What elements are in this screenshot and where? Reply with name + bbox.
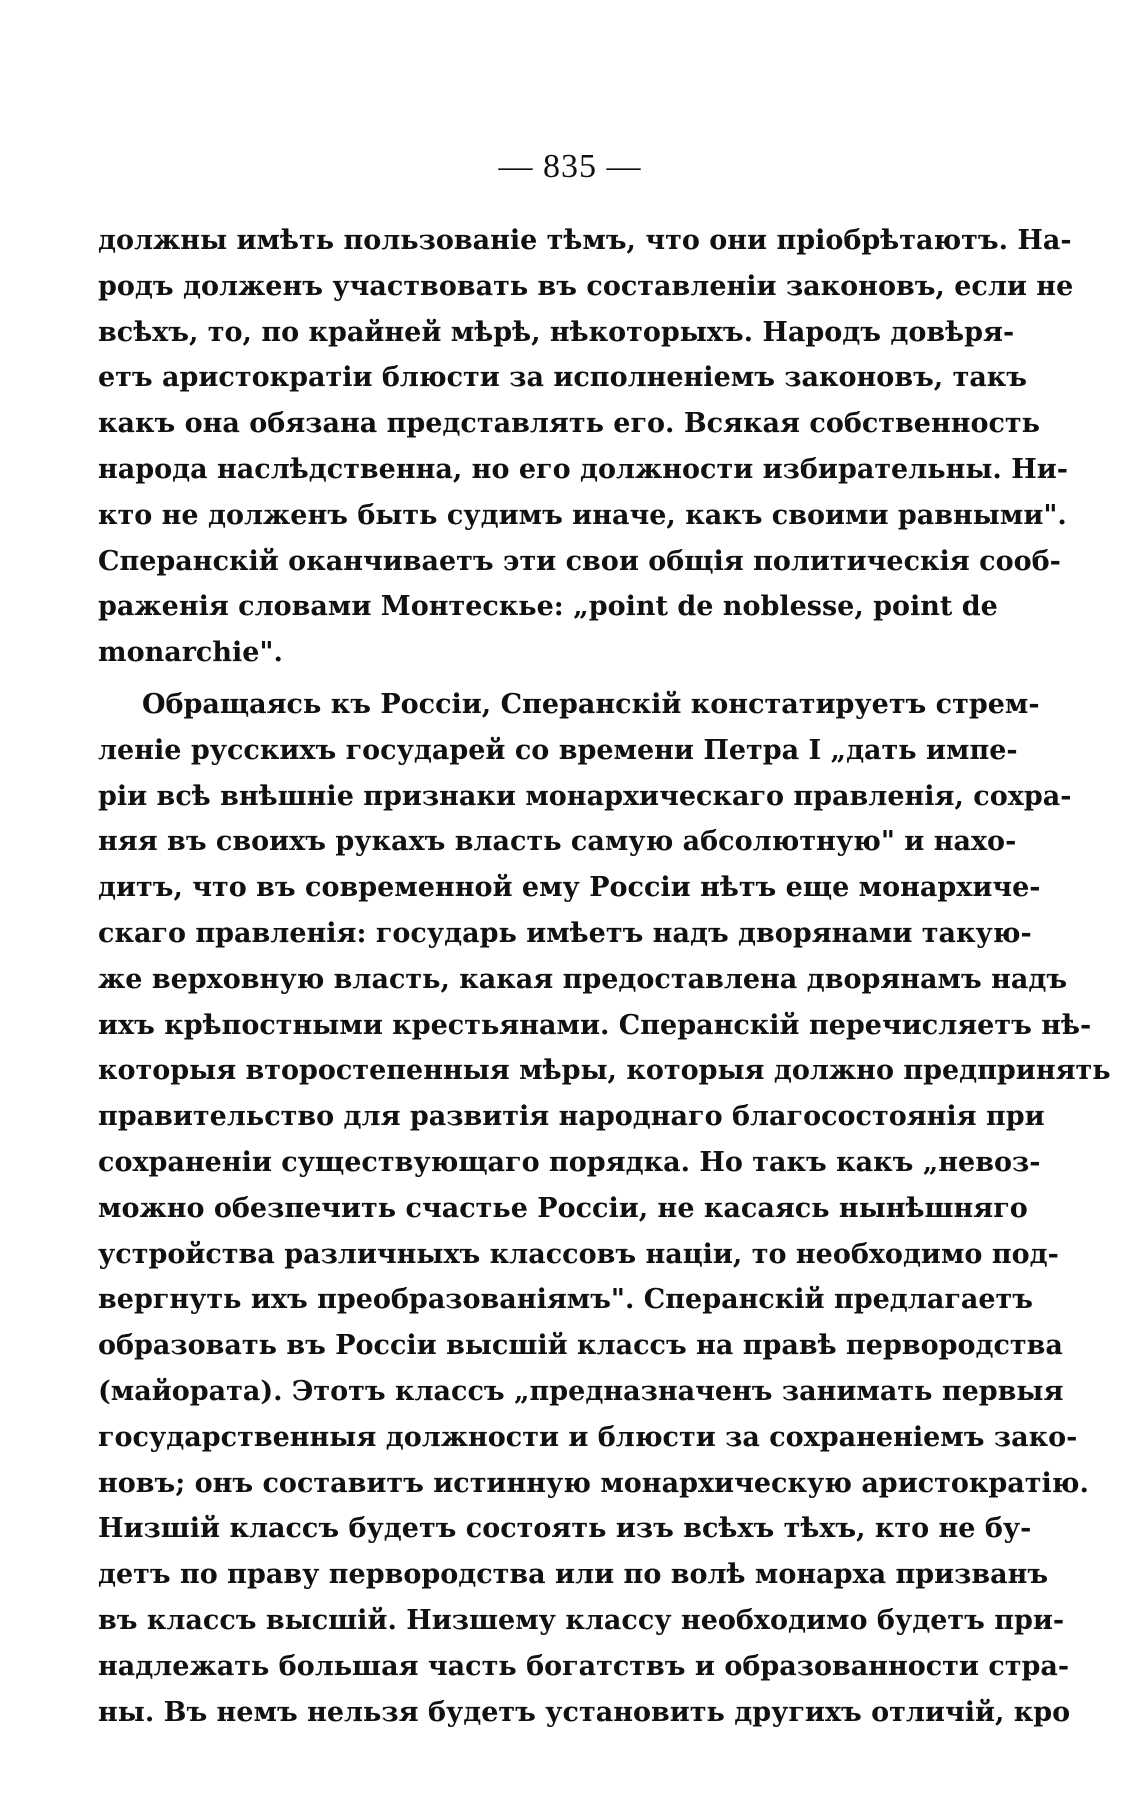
paragraph-1 (98, 218, 1074, 676)
text-line: новъ; онъ составитъ истинную монархическую аристократію. (98, 1467, 1089, 1499)
paragraph-2 (98, 682, 1111, 1735)
text-line: дитъ, что въ современной ему Россіи нѣтъ еще монархиче- (98, 872, 1041, 904)
text-line: детъ по праву первородства или по волѣ монарха призванъ (98, 1559, 1049, 1591)
body-text (98, 218, 1111, 1735)
text-line: леніе русскихъ государей со времени Петра I „дать импе- (98, 734, 1018, 766)
text-line: же верховную власть, какая предоставлена дворянамъ надъ (98, 963, 1068, 995)
text-line: правительство для развитія народнаго благосостоянія при (98, 1101, 1045, 1133)
text-line: кто не долженъ быть судимъ иначе, какъ своими равными". (98, 499, 1067, 531)
text-line: ріи всѣ внѣшніе признаки монархическаго правленія, сохра- (98, 780, 1072, 812)
text-line: образовать въ Россіи высшій классъ на правѣ первородства (98, 1330, 1063, 1362)
text-line: (майората). Этотъ классъ „предназначенъ занимать первыя (98, 1375, 1064, 1407)
text-line: всѣхъ, то, по крайней мѣрѣ, нѣкоторыхъ. Народъ довѣря- (98, 316, 1015, 348)
text-line: должны имѣть пользованіе тѣмъ, что они пріобрѣтаютъ. На- (98, 225, 1072, 256)
text-line: Обращаясь къ Россіи, Сперанскій констатируетъ стрем- (142, 688, 1040, 720)
text-line: сохраненіи существующаго порядка. Но такъ какъ „невоз- (98, 1146, 1041, 1178)
text-line: скаго правленія: государь имѣетъ надъ дворянами такую- (98, 917, 1032, 949)
text-line: Сперанскій оканчиваетъ эти свои общія политическія сооб- (98, 545, 1061, 577)
text-line: етъ аристократіи блюсти за исполненіемъ законовъ, такъ (98, 362, 1028, 394)
text-line: которыя второстепенныя мѣры, которыя должно предпринять (98, 1055, 1111, 1087)
text-line: Низшій классъ будетъ состоять изъ всѣхъ тѣхъ, кто не бу- (98, 1513, 1032, 1545)
text-line: раженія словами Монтескье: „point de noblesse, point de (98, 591, 998, 623)
text-line: ны. Въ немъ нельзя будетъ установить другихъ отличій, кро (98, 1696, 1071, 1728)
text-line: ихъ крѣпостными крестьянами. Сперанскій перечисляетъ нѣ- (98, 1009, 1092, 1041)
text-line: няя въ своихъ рукахъ власть самую абсолютную" и нахо- (98, 826, 1017, 858)
text-line: monarchie". (98, 637, 283, 669)
text-line: родъ долженъ участвовать въ составленіи законовъ, если не (98, 270, 1074, 302)
text-line: какъ она обязана представлять его. Всякая собственность (98, 408, 1040, 440)
text-line: въ классъ высшій. Низшему классу необходимо будетъ при- (98, 1604, 1065, 1636)
text-line: устройства различныхъ классовъ націи, то необходимо под- (98, 1238, 1059, 1270)
text-line: можно обезпечить счастье Россіи, не касаясь нынѣшняго (98, 1192, 1028, 1224)
text-line: вергнуть ихъ преобразованіямъ". Сперанскій предлагаетъ (98, 1284, 1033, 1316)
text-line: государственныя должности и блюсти за сохраненіемъ зако- (98, 1421, 1078, 1453)
page-number: — 835 — (498, 148, 642, 185)
text-line: надлежать большая часть богатствъ и образованности стра- (98, 1650, 1070, 1682)
text-line: народа наслѣдственна, но его должности избирательны. Ни- (98, 453, 1068, 485)
